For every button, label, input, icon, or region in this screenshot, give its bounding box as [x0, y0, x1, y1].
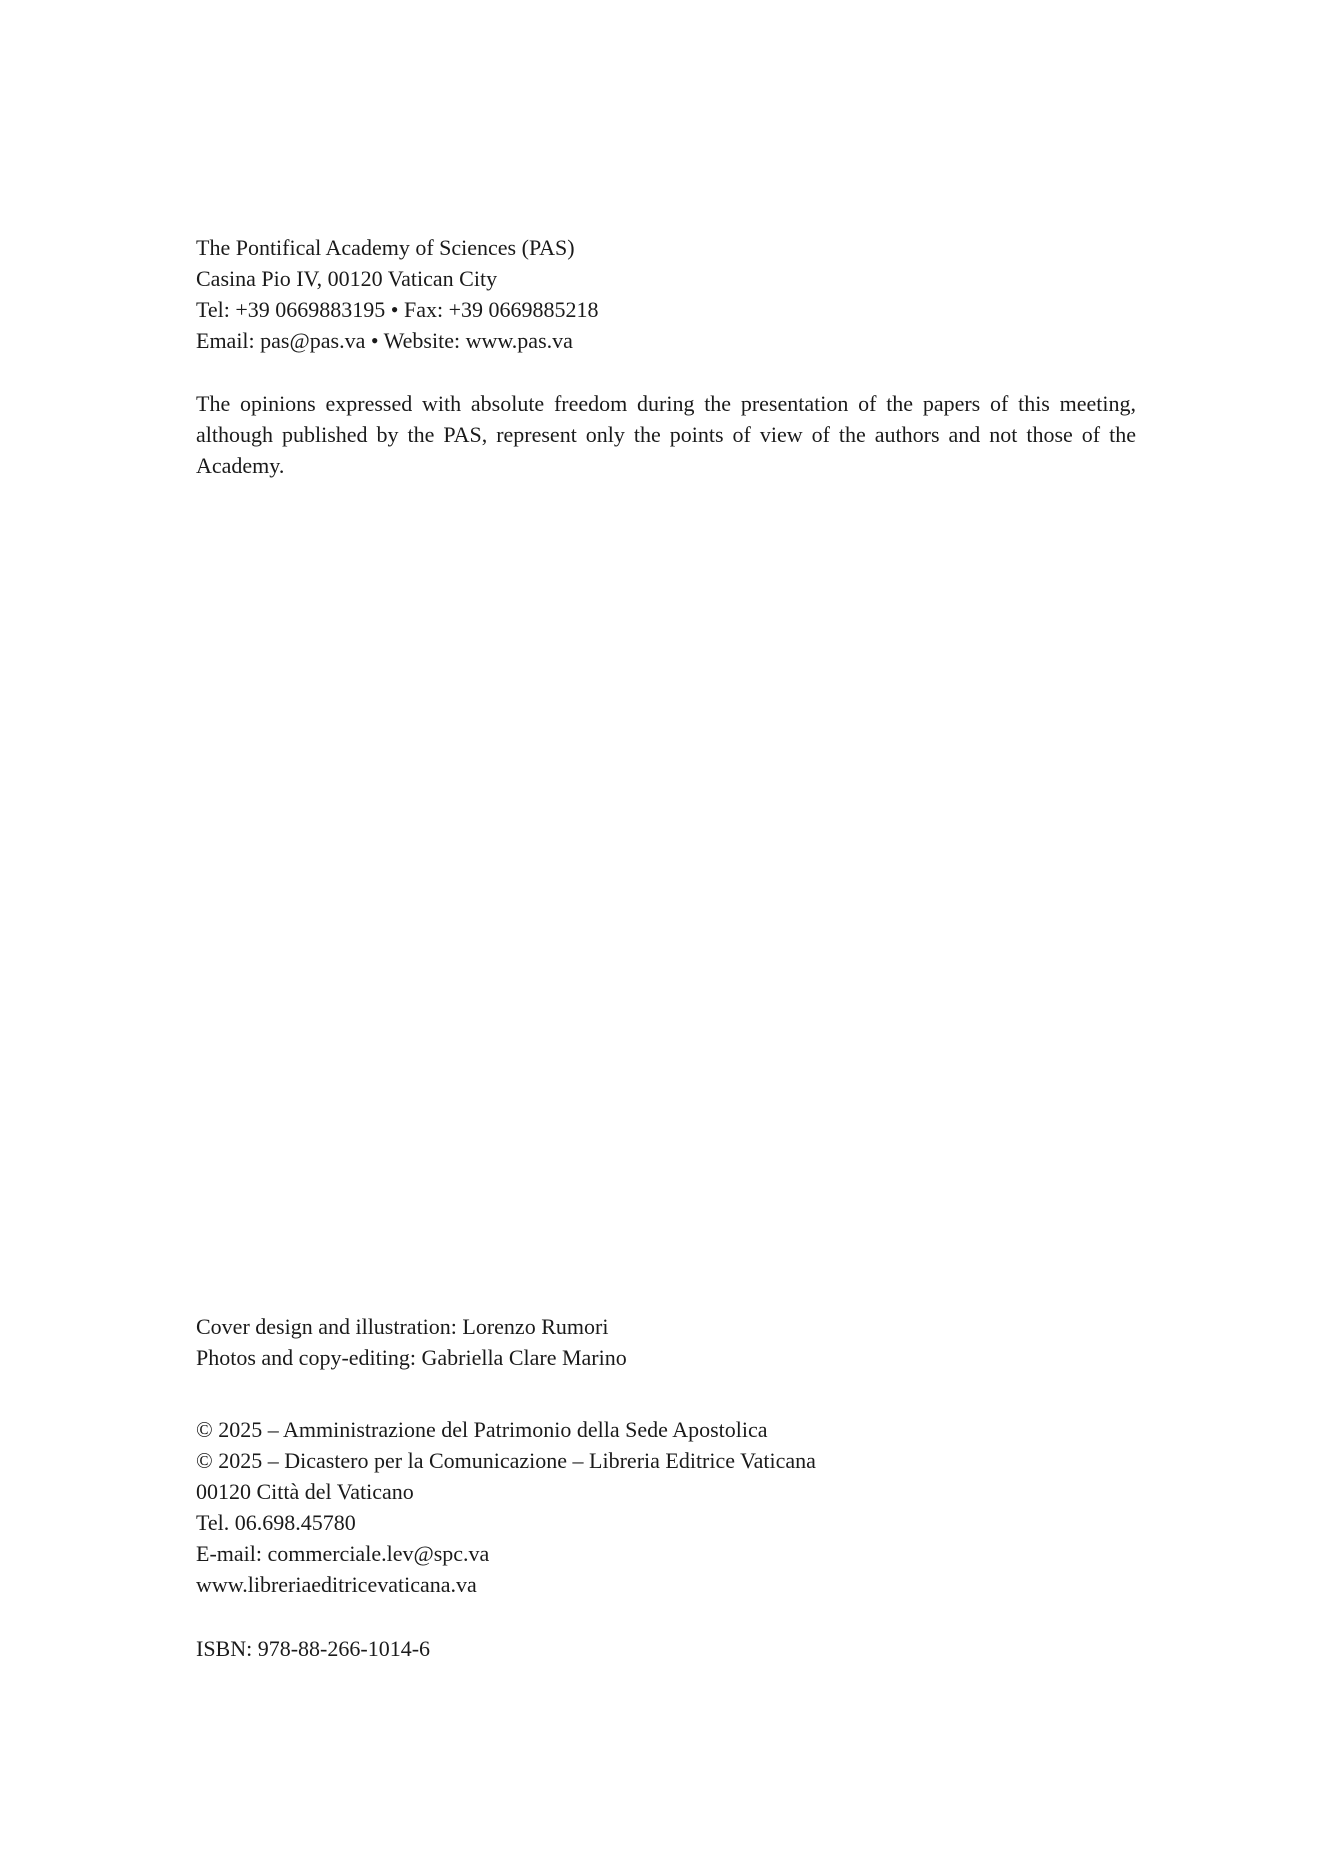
- publisher-address: Casina Pio IV, 00120 Vatican City: [196, 266, 498, 291]
- copyright-email: E-mail: commerciale.lev@spc.va: [196, 1541, 490, 1566]
- isbn: ISBN: 978-88-266-1014-6: [196, 1636, 431, 1661]
- isbn-block: [196, 1633, 1136, 1664]
- publisher-phone-fax: Tel: +39 0669883195 • Fax: +39 0669885218: [196, 297, 599, 322]
- copyright-line-2: © 2025 – Dicastero per la Comunicazione – Libreria Editrice Vaticana: [196, 1448, 816, 1473]
- publisher-name: The Pontifical Academy of Sciences (PAS): [196, 235, 575, 260]
- copyright-website: www.libreriaeditricevaticana.va: [196, 1572, 477, 1597]
- photos-credit: Photos and copy-editing: Gabriella Clare Marino: [196, 1345, 627, 1370]
- disclaimer-text: The opinions expressed with absolute freedom during the presentation of the papers of this meeting, although published by the PAS, represent only the points of view of the authors and not those of the Academy.: [196, 391, 1136, 478]
- copyright-line-1: © 2025 – Amministrazione del Patrimonio della Sede Apostolica: [196, 1417, 768, 1442]
- publisher-email-website: Email: pas@pas.va • Website: www.pas.va: [196, 328, 573, 353]
- copyright-tel: Tel. 06.698.45780: [196, 1510, 356, 1535]
- credits-block: [196, 1311, 1136, 1373]
- cover-credit: Cover design and illustration: Lorenzo Rumori: [196, 1314, 609, 1339]
- publisher-contact-block: [196, 232, 1136, 356]
- copyright-block: [196, 1414, 1136, 1600]
- copyright-city: 00120 Città del Vaticano: [196, 1479, 414, 1504]
- disclaimer-block: [196, 388, 1136, 481]
